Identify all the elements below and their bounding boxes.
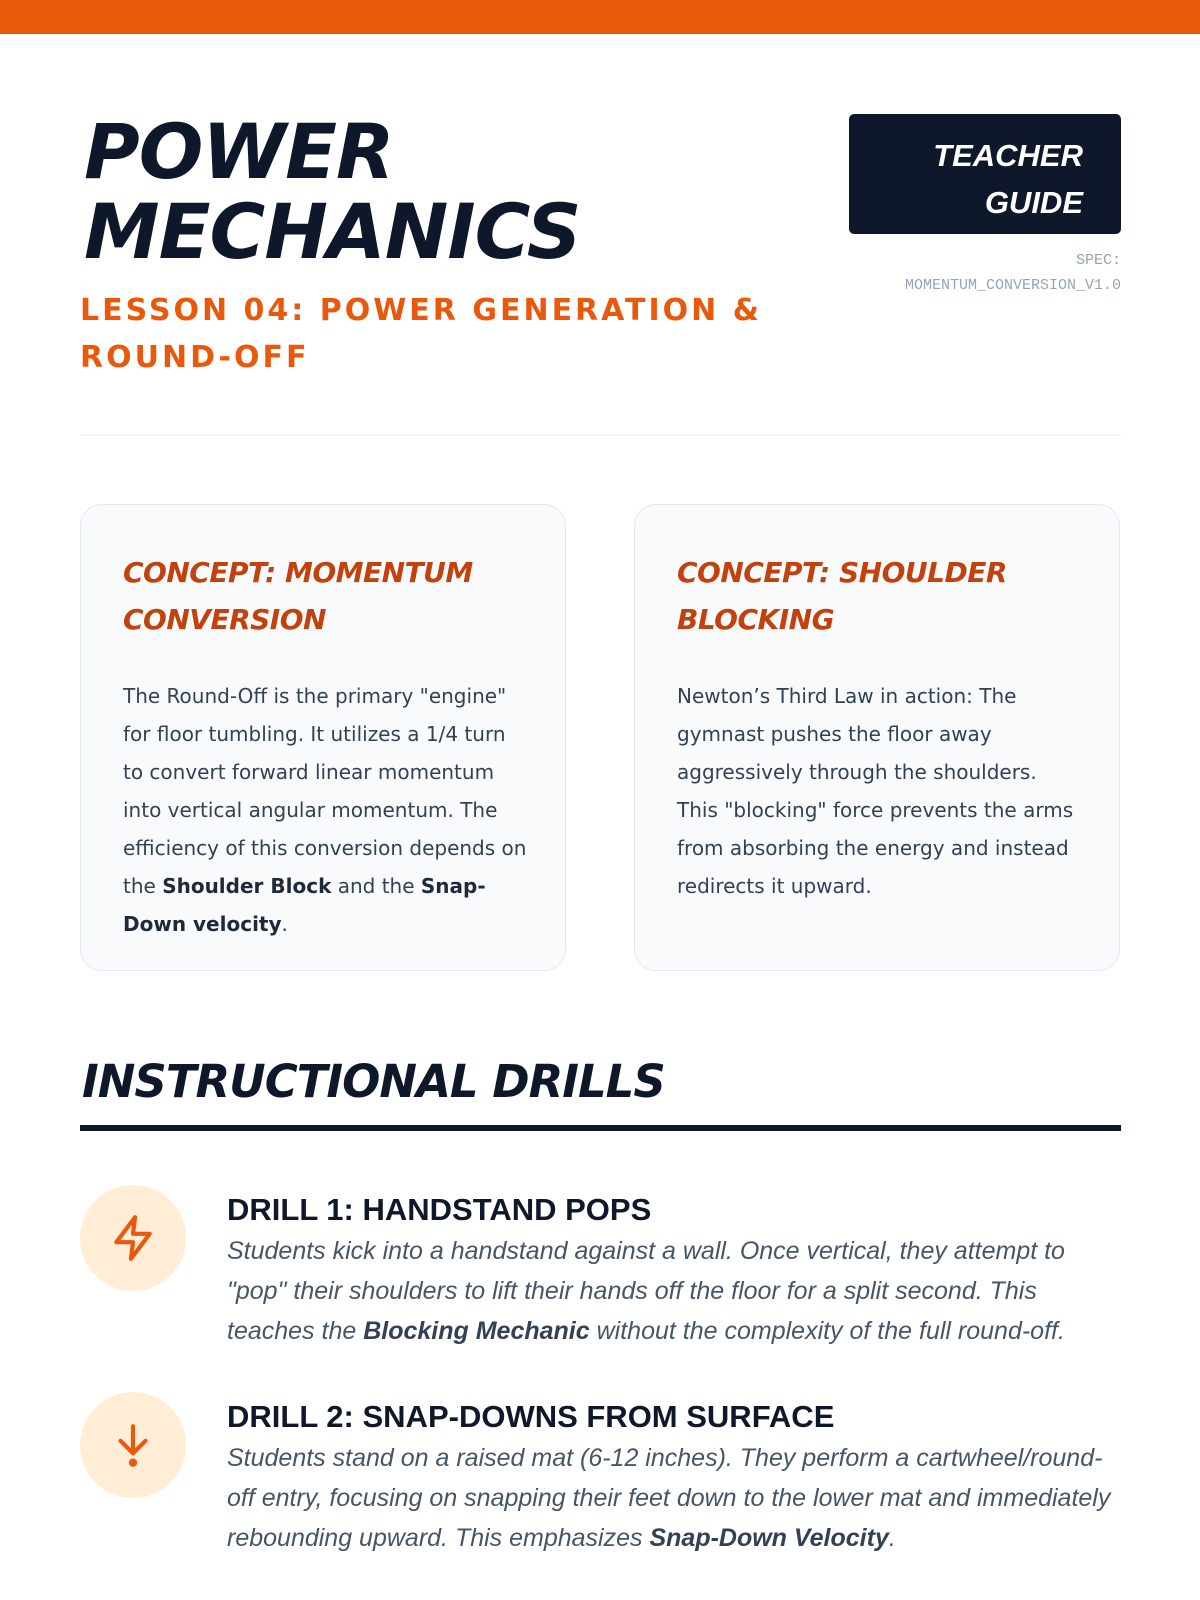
spec-key: SPEC: xyxy=(1075,252,1121,269)
concept-bold-term: Shoulder Block xyxy=(162,874,332,898)
drill-title: DRILL 1: HANDSTAND POPS xyxy=(227,1192,652,1227)
lesson-subtitle: LESSON 04: POWER GENERATION & ROUND-OFF xyxy=(80,293,762,375)
concept-text-part: The Round-Off is the primary "engine" for floor tumbling. It utilizes a 1/4 turn to convert forward linear momentum into vertical angular momentum. The efficiency of this conversion depends on the xyxy=(123,684,527,898)
spec-value: MOMENTUM_CONVERSION_V1.0 xyxy=(904,277,1121,294)
header-divider xyxy=(80,434,1121,436)
drill-bold-term: Blocking Mechanic xyxy=(363,1317,590,1345)
drill-text xyxy=(227,1438,1121,1558)
concept-title: CONCEPT: MOMENTUM CONVERSION xyxy=(123,556,473,636)
drill-text xyxy=(227,1231,1121,1351)
drill-text-part: . xyxy=(888,1524,896,1552)
concept-text: Newton’s Third Law in action: The gymnast pushes the floor away aggressively through the shoulders. This "blocking" force prevents the arms from absorbing the energy and instead redirects it upward. xyxy=(677,684,1074,898)
drill-title: DRILL 2: SNAP-DOWNS FROM SURFACE xyxy=(227,1399,835,1434)
drill-text-part: Students kick into a handstand against a wall. Once vertical, they attempt to "pop" their shoulders to lift their hands off the floor for a split second. This teaches the xyxy=(227,1237,1065,1345)
concept-text-part: . xyxy=(281,912,288,936)
concept-bold-term: Snap-Down velocity xyxy=(123,874,486,936)
section-divider xyxy=(80,1125,1121,1131)
lightning-icon xyxy=(80,1185,186,1291)
badge-line-1: TEACHER xyxy=(933,138,1083,173)
drill-text-part: without the complexity of the full round-off. xyxy=(589,1317,1065,1345)
arrow-down-icon xyxy=(80,1392,186,1498)
title-line-2: MECHANICS xyxy=(84,187,581,276)
concept-text-part: and the xyxy=(331,874,421,898)
spec-label xyxy=(860,248,1121,298)
concept-title: CONCEPT: SHOULDER BLOCKING xyxy=(677,556,1007,636)
badge-line-2: GUIDE xyxy=(984,185,1083,220)
title-line-1: POWER xyxy=(84,107,394,196)
top-accent-bar xyxy=(0,0,1200,34)
teacher-guide-badge xyxy=(849,114,1121,234)
page-title xyxy=(84,107,784,276)
concept-text xyxy=(123,677,527,943)
drill-text-part: Students stand on a raised mat (6-12 inches). They perform a cartwheel/round-off entry, focusing on snapping their feet down to the lower mat and immediately rebounding upward. This emphasizes xyxy=(227,1444,1111,1552)
concept-card-momentum xyxy=(80,504,566,971)
section-title: INSTRUCTIONAL DRILLS xyxy=(82,1055,665,1108)
drill-bold-term: Snap-Down Velocity xyxy=(649,1524,889,1552)
concept-card-shoulder-blocking xyxy=(634,504,1120,971)
